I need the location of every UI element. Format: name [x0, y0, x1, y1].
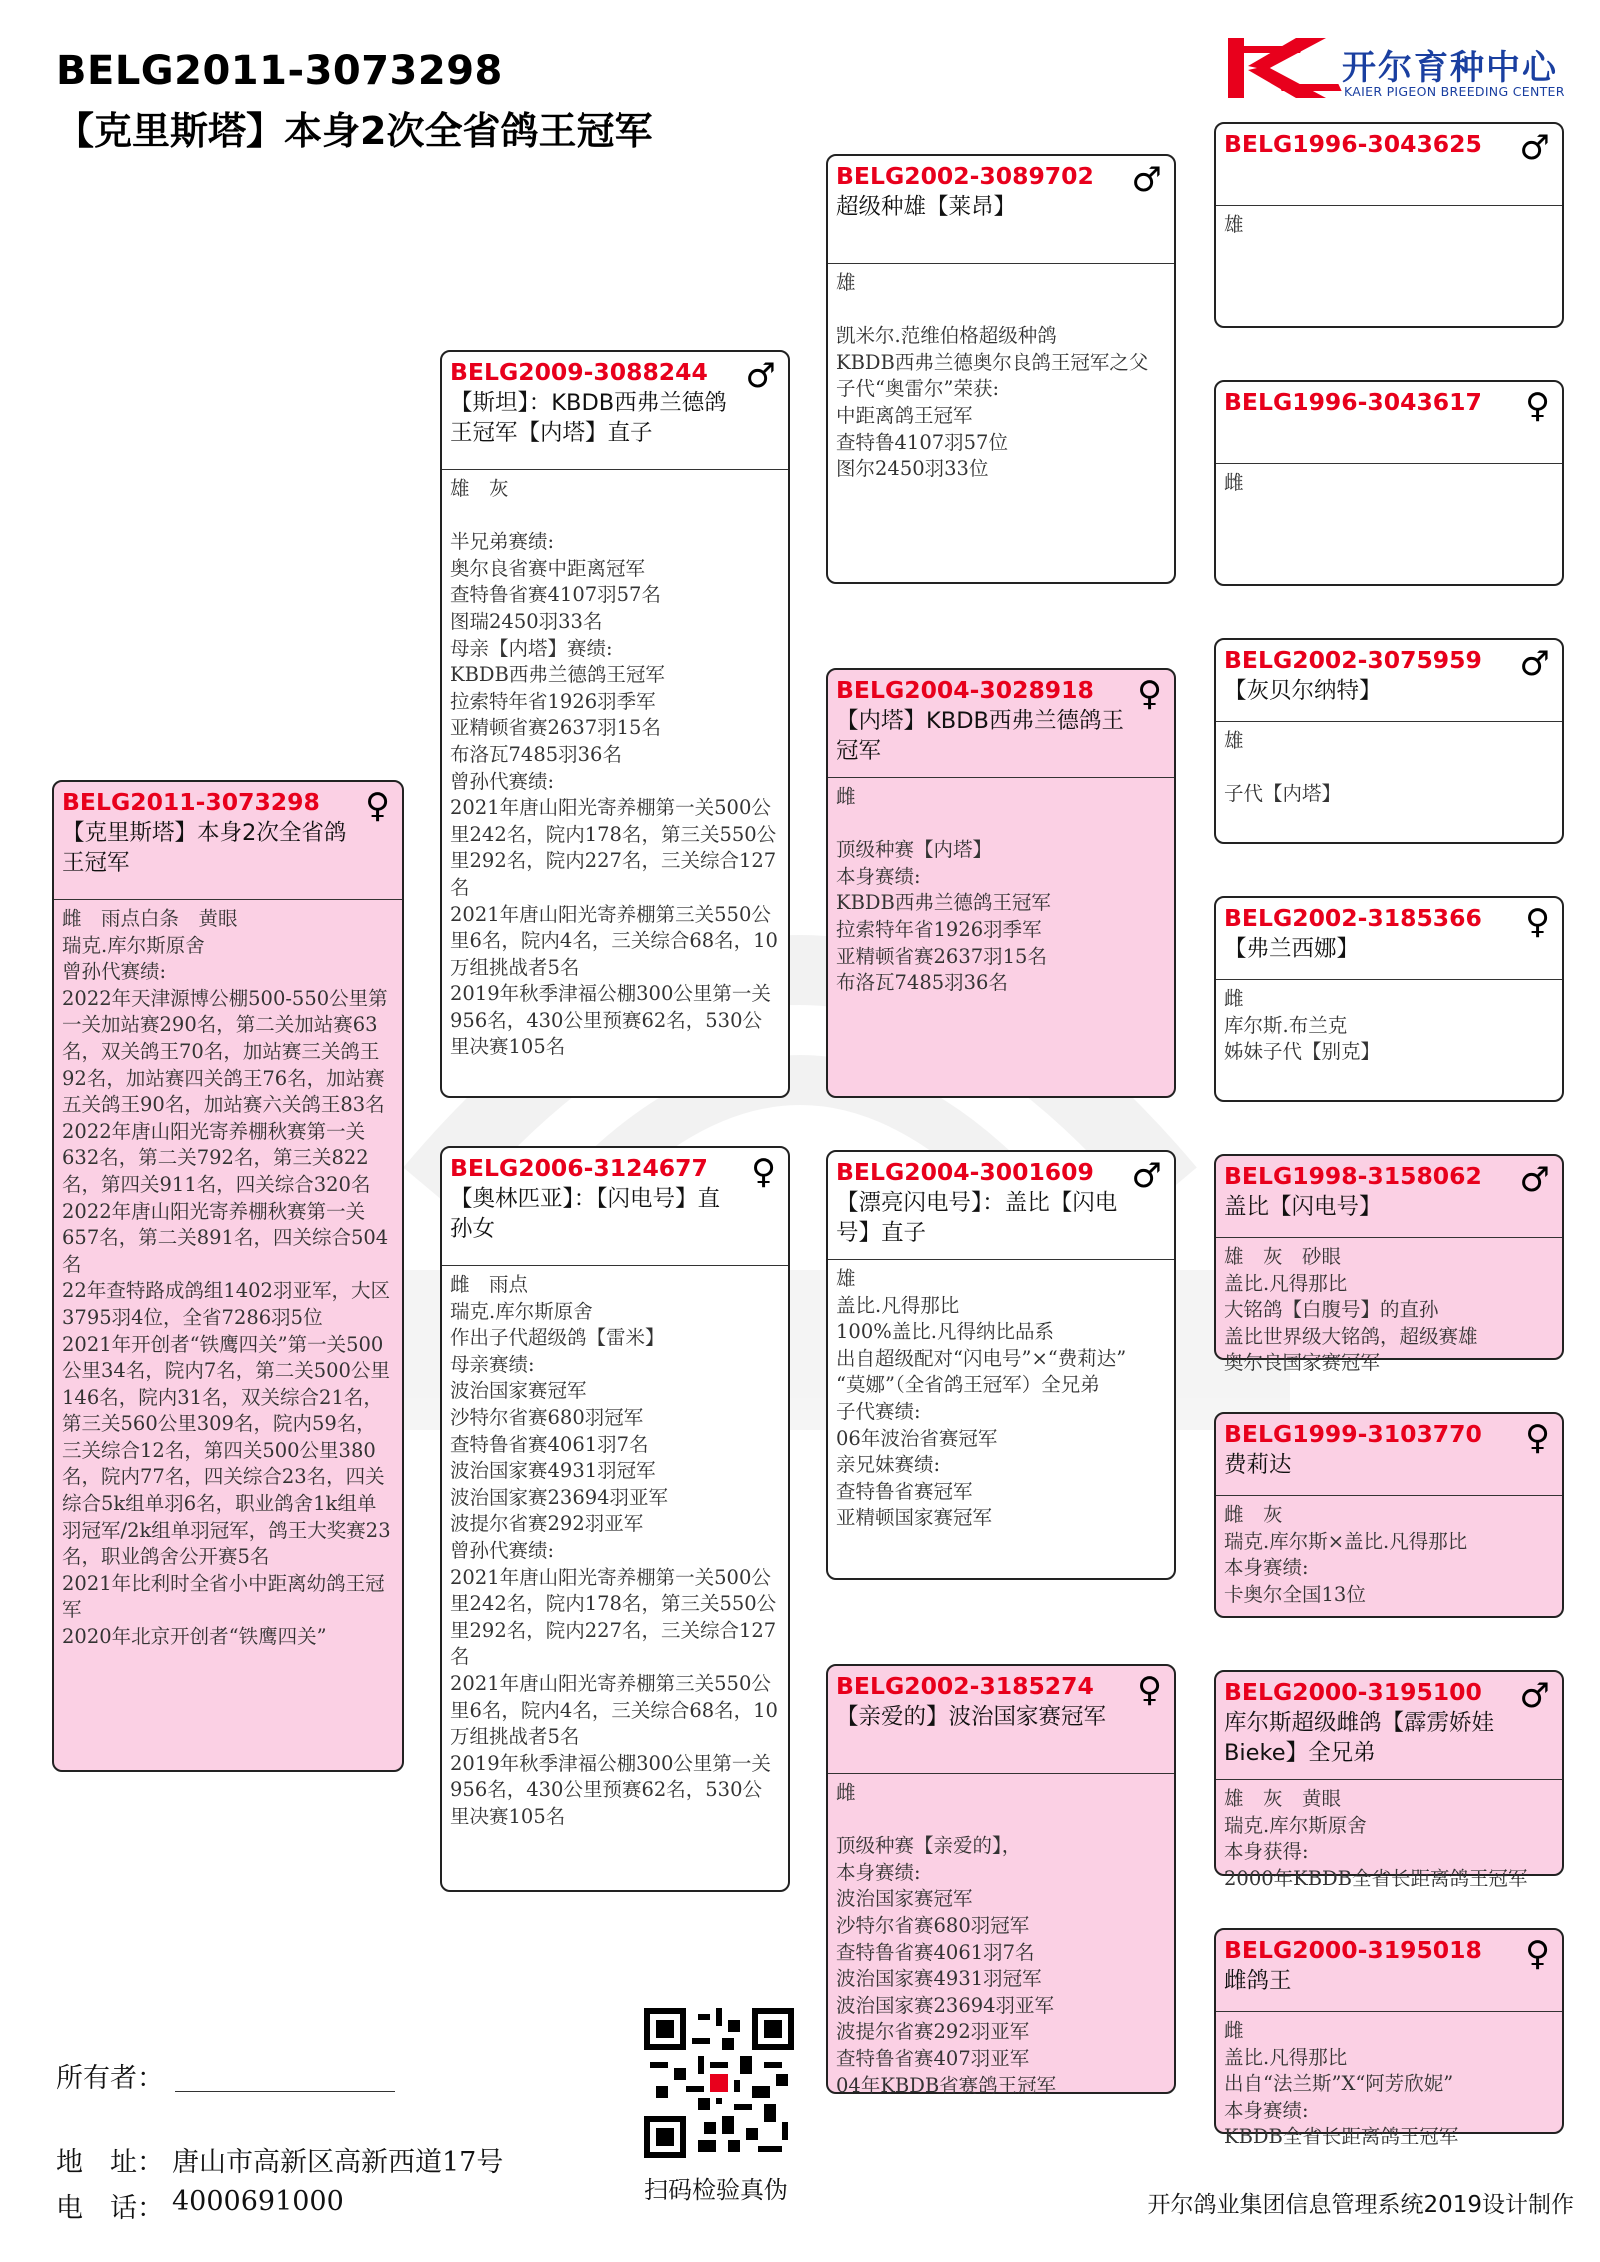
- card-details: [1216, 1780, 1562, 1890]
- detail-line: 盖比.凡得那比: [1224, 1271, 1348, 1295]
- sire-dam-sire-card[interactable]: [1214, 638, 1564, 844]
- sire-dam-dam-card[interactable]: [1214, 896, 1564, 1102]
- female-symbol-icon: ♀: [365, 786, 390, 826]
- pigeon-name: 库尔斯超级雌鸽【霹雳娇娃Bieke】全兄弟: [1224, 1710, 1495, 1766]
- detail-line: 亚精顿省赛2637羽15名: [450, 716, 661, 740]
- detail-line: 雌: [1224, 987, 1244, 1010]
- detail-line: 雄: [836, 271, 856, 294]
- detail-line: 雄 灰: [450, 477, 509, 500]
- detail-line: 2021年唐山阳光寄养棚第三关550公里6名，院内4名，三关综合68名，10万组挑战者5名: [450, 902, 778, 979]
- card-header: [828, 670, 1174, 778]
- detail-line: 拉索特年省1926羽季军: [450, 689, 656, 713]
- detail-line: KBDB西弗兰德鸽王冠军: [450, 663, 665, 687]
- female-symbol-icon: ♀: [1525, 1934, 1550, 1974]
- detail-line: 波治国家赛4931羽冠军: [450, 1459, 656, 1483]
- detail-line: 瑞克.库尔斯原舍: [1224, 1813, 1367, 1837]
- ring-number: BELG2002-3185274: [836, 1672, 1094, 1700]
- detail-line: 曾孙代赛绩:: [450, 1538, 555, 1562]
- detail-line: 母亲【内塔】赛绩:: [450, 636, 613, 660]
- detail-line: 2022年唐山阳光寄养棚秋赛第一关657名，第二关891名，四关综合504名: [62, 1199, 389, 1276]
- detail-line: 波提尔省赛292羽亚军: [836, 2020, 1030, 2044]
- card-details: [1216, 2012, 1562, 2149]
- detail-line: 布洛瓦7485羽36名: [450, 742, 622, 766]
- card-header: [828, 156, 1174, 264]
- detail-line: 2020年北京开创者“铁鹰四关”: [62, 1625, 327, 1649]
- detail-line: 2019年秋季津福公棚300公里第一关956名，430公里预赛62名，530公里决赛105名: [450, 1751, 771, 1828]
- card-header: [1216, 382, 1562, 464]
- detail-line: 拉索特年省1926羽季军: [836, 917, 1042, 941]
- header-title: 【克里斯塔】本身2次全省鸽王冠军: [56, 109, 653, 153]
- detail-line: 雌: [836, 1781, 856, 1804]
- card-header: [1216, 124, 1562, 206]
- card-details: [828, 1774, 1174, 2097]
- ring-number: BELG1996-3043617: [1224, 388, 1482, 416]
- detail-line: [836, 1807, 1166, 1834]
- detail-line: 雌: [1224, 2019, 1244, 2042]
- detail-line: 本身获得:: [1224, 1840, 1309, 1864]
- detail-line: 图尔2450羽33位: [836, 457, 989, 481]
- address-value: 唐山市高新区高新西道17号: [172, 2147, 504, 2178]
- detail-line: 雄: [836, 1267, 856, 1290]
- card-details: [828, 1260, 1174, 1578]
- card-details: [442, 470, 788, 1096]
- detail-line: 2021年唐山阳光寄养棚第一关500公里242名，院内178名，第三关550公里292名，院内227名，三关综合127名: [450, 1565, 777, 1669]
- detail-line: 查特鲁4107羽57位: [836, 430, 1008, 454]
- detail-line: 雄 灰 黄眼: [1224, 1787, 1342, 1810]
- subject-card[interactable]: [52, 780, 404, 1772]
- ring-number: BELG2002-3185366: [1224, 904, 1482, 932]
- card-details: [54, 900, 402, 1770]
- detail-line: 2022年唐山阳光寄养棚秋赛第一关632名，第二关792名，第三关822名，第四关911名，四关综合320名: [62, 1119, 371, 1196]
- detail-line: 2021年唐山阳光寄养棚第一关500公里242名，院内178名，第三关550公里292名，院内227名，三关综合127名: [450, 796, 777, 899]
- sire-sire-dam-card[interactable]: [1214, 380, 1564, 586]
- card-details: [828, 778, 1174, 1096]
- pigeon-name: 【内塔】KBDB西弗兰德鸽王冠军: [836, 708, 1124, 764]
- dam-dam-dam-card[interactable]: [1214, 1928, 1564, 2149]
- detail-line: 波治国家赛冠军: [450, 1379, 587, 1403]
- detail-line: 波提尔省赛292羽亚军: [450, 1512, 644, 1536]
- detail-line: [836, 297, 1166, 324]
- detail-line: 瑞克.库尔斯原舍: [62, 933, 205, 957]
- female-symbol-icon: ♀: [1525, 902, 1550, 942]
- detail-line: 波治国家赛4931羽冠军: [836, 1967, 1042, 1991]
- detail-line: 波治国家赛冠军: [836, 1887, 973, 1911]
- phone-label: 电 话：: [56, 2193, 164, 2224]
- male-symbol-icon: ♂: [1519, 644, 1550, 684]
- detail-line: 亲兄妹赛绩:: [836, 1453, 941, 1477]
- male-symbol-icon: ♂: [745, 356, 776, 396]
- detail-line: 瑞克.库尔斯原舍: [450, 1299, 593, 1323]
- card-header: [828, 1666, 1174, 1774]
- detail-line: 出自超级配对“闪电号”×“费莉达”: [836, 1346, 1127, 1370]
- detail-line: 半兄弟赛绩:: [450, 530, 555, 554]
- detail-line: 顶级种赛【亲爱的】，: [836, 1834, 1022, 1858]
- detail-line: 亚精顿国家赛冠军: [836, 1506, 993, 1530]
- detail-line: 图瑞2450羽33名: [450, 609, 603, 633]
- female-symbol-icon: ♀: [1525, 1418, 1550, 1458]
- detail-line: 查特鲁省赛4061羽7名: [450, 1432, 649, 1456]
- detail-line: 亚精顿省赛2637羽15名: [836, 944, 1047, 968]
- card-header: [1216, 1414, 1562, 1496]
- male-symbol-icon: ♂: [1519, 128, 1550, 168]
- detail-line: 姊妹子代【别克】: [1224, 1040, 1381, 1064]
- ring-number: BELG2000-3195018: [1224, 1936, 1482, 1964]
- detail-line: 盖比.凡得那比: [1224, 2045, 1348, 2069]
- ring-number: BELG2000-3195100: [1224, 1678, 1482, 1706]
- card-details: [828, 264, 1174, 582]
- card-details: [1216, 980, 1562, 1100]
- detail-line: 查特鲁省赛4107羽57名: [450, 583, 661, 607]
- detail-line: 奥尔良国家赛冠军: [1224, 1351, 1381, 1375]
- qr-caption: 扫码检验真伪: [644, 2176, 788, 2204]
- male-symbol-icon: ♂: [1519, 1160, 1550, 1200]
- female-symbol-icon: ♀: [1525, 386, 1550, 426]
- detail-line: 雌: [836, 785, 856, 808]
- female-symbol-icon: ♀: [1137, 674, 1162, 714]
- detail-line: 雌 雨点: [450, 1273, 529, 1296]
- logo-subtitle: KAIER PIGEON BREEDING CENTER: [1344, 84, 1565, 99]
- detail-line: 2022年天津源博公棚500-550公里第一关加站赛290名，第二关加站赛63名，双关鸽王70名，加站赛三关鸽王92名，加站赛四关鸽王76名，加站赛五关鸽王90名，加站赛六关鸽王83名: [62, 986, 388, 1117]
- detail-line: 雌: [1224, 471, 1244, 494]
- detail-line: 子代“奥雷尔”荣获:: [836, 377, 1000, 401]
- detail-line: [1224, 755, 1554, 782]
- male-symbol-icon: ♂: [1131, 160, 1162, 200]
- pigeon-name: 【亲爱的】波治国家赛冠军: [836, 1704, 1107, 1730]
- address-label: 地 址：: [56, 2147, 164, 2178]
- dam-sire-sire-card[interactable]: [1214, 1154, 1564, 1375]
- detail-line: 查特鲁省赛冠军: [836, 1479, 973, 1503]
- detail-line: 沙特尔省赛680羽冠军: [836, 1913, 1030, 1937]
- detail-line: 盖比世界级大铭鸽，超级赛雄: [1224, 1324, 1478, 1348]
- pigeon-name: 盖比【闪电号】: [1224, 1194, 1382, 1220]
- detail-line: 瑞克.库尔斯×盖比.凡得那比: [1224, 1529, 1468, 1553]
- dam-sire-dam-card[interactable]: [1214, 1412, 1564, 1618]
- dam-sire-card[interactable]: [826, 1150, 1176, 1580]
- phone-value: 4000691000: [172, 2186, 344, 2217]
- card-details: [1216, 464, 1562, 584]
- detail-line: 06年波治省赛冠军: [836, 1426, 998, 1450]
- card-details: [1216, 1238, 1562, 1375]
- detail-line: 奥尔良省赛中距离冠军: [450, 556, 646, 580]
- card-header: [442, 1148, 788, 1266]
- detail-line: 雌 雨点白条 黄眼: [62, 907, 238, 930]
- pigeon-name: 【斯坦】：KBDB西弗兰德鸽王冠军【内塔】直子: [450, 390, 727, 446]
- detail-line: 本身赛绩:: [836, 1860, 921, 1884]
- ring-number: BELG2002-3075959: [1224, 646, 1482, 674]
- detail-line: 本身赛绩:: [1224, 2098, 1309, 2122]
- detail-line: 04年KBDB省赛鸽王冠军: [836, 2073, 1057, 2097]
- watermark-logo: [250, 670, 1350, 1570]
- detail-line: 母亲赛绩:: [450, 1352, 535, 1376]
- pigeon-name: 超级种雄【莱昂】: [836, 194, 1017, 220]
- ring-number: BELG1996-3043625: [1224, 130, 1482, 158]
- card-header: [1216, 640, 1562, 722]
- card-details: [1216, 722, 1562, 842]
- owner-label: 所有者：: [56, 2063, 164, 2094]
- pigeon-name: 【漂亮闪电号】：盖比【闪电号】直子: [836, 1190, 1118, 1246]
- card-header: [1216, 1930, 1562, 2012]
- detail-line: KBDB西弗兰德鸽王冠军: [836, 891, 1051, 915]
- detail-line: 作出子代超级鸽【雷米】: [450, 1326, 665, 1350]
- pigeon-name: 费莉达: [1224, 1452, 1292, 1478]
- detail-line: 顶级种赛【内塔】: [836, 838, 993, 862]
- ring-number: BELG1998-3158062: [1224, 1162, 1482, 1190]
- card-header: [828, 1152, 1174, 1260]
- ring-number: BELG2004-3001609: [836, 1158, 1094, 1186]
- detail-line: “莫娜”（全省鸽王冠军）全兄弟: [836, 1373, 1100, 1397]
- detail-line: [450, 503, 780, 530]
- pigeon-name: 【弗兰西娜】: [1224, 936, 1360, 962]
- detail-line: 库尔斯.布兰克: [1224, 1013, 1348, 1037]
- ring-number: BELG2011-3073298: [62, 788, 320, 816]
- female-symbol-icon: ♀: [751, 1152, 776, 1192]
- detail-line: 2021年唐山阳光寄养棚第三关550公里6名，院内4名，三关综合68名，10万组挑战者5名: [450, 1671, 778, 1749]
- detail-line: 本身赛绩:: [1224, 1556, 1309, 1580]
- detail-line: 子代赛绩:: [836, 1399, 921, 1423]
- detail-line: 曾孙代赛绩:: [62, 960, 167, 984]
- detail-line: 查特鲁省赛407羽亚军: [836, 2046, 1030, 2070]
- card-header: [54, 782, 402, 900]
- card-header: [1216, 1156, 1562, 1238]
- detail-line: 本身赛绩:: [836, 864, 921, 888]
- detail-line: 凯米尔.范维伯格超级种鸽: [836, 324, 1057, 348]
- detail-line: 2019年秋季津福公棚300公里第一关956名，430公里预赛62名，530公里决赛105名: [450, 982, 771, 1059]
- detail-line: 大铭鸽【白腹号】的直孙: [1224, 1298, 1439, 1322]
- detail-line: 2021年比利时全省小中距离幼鸽王冠军: [62, 1571, 385, 1622]
- detail-line: 雄: [1224, 729, 1244, 752]
- detail-line: [836, 811, 1166, 838]
- detail-line: 雄 灰 砂眼: [1224, 1245, 1342, 1268]
- dam-dam-card[interactable]: [826, 1664, 1176, 2097]
- detail-line: 波治国家赛23694羽亚军: [836, 1993, 1055, 2017]
- ring-number: BELG2004-3028918: [836, 676, 1094, 704]
- sire-sire-card[interactable]: [826, 154, 1176, 584]
- header-ring: BELG2011-3073298: [56, 48, 503, 94]
- pigeon-name: 【灰贝尔纳特】: [1224, 678, 1382, 704]
- sire-card[interactable]: [440, 350, 790, 1098]
- sire-dam-card[interactable]: [826, 668, 1176, 1098]
- card-details: [442, 1266, 788, 1890]
- detail-line: KBDB西弗兰德奥尔良鸽王冠军之父: [836, 350, 1149, 374]
- detail-line: 2021年开创者“铁鹰四关”第一关500公里34名，院内7名，第二关500公里146名，院内31名，双关综合21名，第三关560公里309名，院内59名，三关综合12名，第四关500公里380名，院内77名，四关综合23名，四关综合5k组单羽6名，职业鸽舍1k组单羽冠军/2k组单羽冠军，鸽王大奖赛23名，职业鸽舍公开赛5名: [62, 1332, 391, 1569]
- detail-line: 出自“法兰斯”X“阿芳欣妮”: [1224, 2072, 1454, 2096]
- card-header: [1216, 898, 1562, 980]
- card-details: [1216, 1496, 1562, 1616]
- detail-line: 22年查特路成鸽组1402羽亚军，大区3795羽4位，全省7286羽5位: [62, 1279, 390, 1329]
- system-credit: 开尔鸽业集团信息管理系统2019设计制作: [1147, 2192, 1574, 2218]
- dam-card[interactable]: [440, 1146, 790, 1892]
- male-symbol-icon: ♂: [1519, 1676, 1550, 1716]
- female-symbol-icon: ♀: [1137, 1670, 1162, 1710]
- detail-line: 100%盖比.凡得纳比品系: [836, 1320, 1054, 1344]
- detail-line: 波治国家赛23694羽亚军: [450, 1485, 669, 1509]
- pigeon-name: 【奥林匹亚】：【闪电号】直孙女: [450, 1186, 721, 1242]
- detail-line: 雄: [1224, 213, 1244, 236]
- card-header: [1216, 1672, 1562, 1780]
- dam-dam-sire-card[interactable]: [1214, 1670, 1564, 1890]
- logo-name: 开尔育种中心: [1342, 48, 1558, 88]
- card-details: [1216, 206, 1562, 326]
- detail-line: 卡奥尔全国13位: [1224, 1582, 1366, 1606]
- detail-line: 布洛瓦7485羽36名: [836, 971, 1008, 995]
- owner-blank-line: [175, 2091, 395, 2092]
- ring-number: BELG1999-3103770: [1224, 1420, 1482, 1448]
- ring-number: BELG2006-3124677: [450, 1154, 708, 1182]
- male-symbol-icon: ♂: [1131, 1156, 1162, 1196]
- pigeon-name: 【克里斯塔】本身2次全省鸽王冠军: [62, 820, 347, 876]
- detail-line: 雌 灰: [1224, 1503, 1283, 1526]
- ring-number: BELG2002-3089702: [836, 162, 1094, 190]
- detail-line: KBDB全省长距离鸽王冠军: [1224, 2125, 1459, 2149]
- detail-line: 中距离鸽王冠军: [836, 403, 973, 427]
- detail-line: 盖比.凡得那比: [836, 1293, 960, 1317]
- ring-number: BELG2009-3088244: [450, 358, 708, 386]
- qr-code-icon[interactable]: [644, 2008, 794, 2158]
- sire-sire-sire-card[interactable]: [1214, 122, 1564, 328]
- detail-line: 查特鲁省赛4061羽7名: [836, 1940, 1035, 1964]
- pigeon-name: 雌鸽王: [1224, 1968, 1292, 1994]
- detail-line: 子代【内塔】: [1224, 782, 1342, 806]
- detail-line: 2000年KBDB全省长距离鸽王冠军: [1224, 1866, 1528, 1890]
- detail-line: 沙特尔省赛680羽冠军: [450, 1405, 644, 1429]
- detail-line: 曾孙代赛绩:: [450, 769, 555, 793]
- card-header: [442, 352, 788, 470]
